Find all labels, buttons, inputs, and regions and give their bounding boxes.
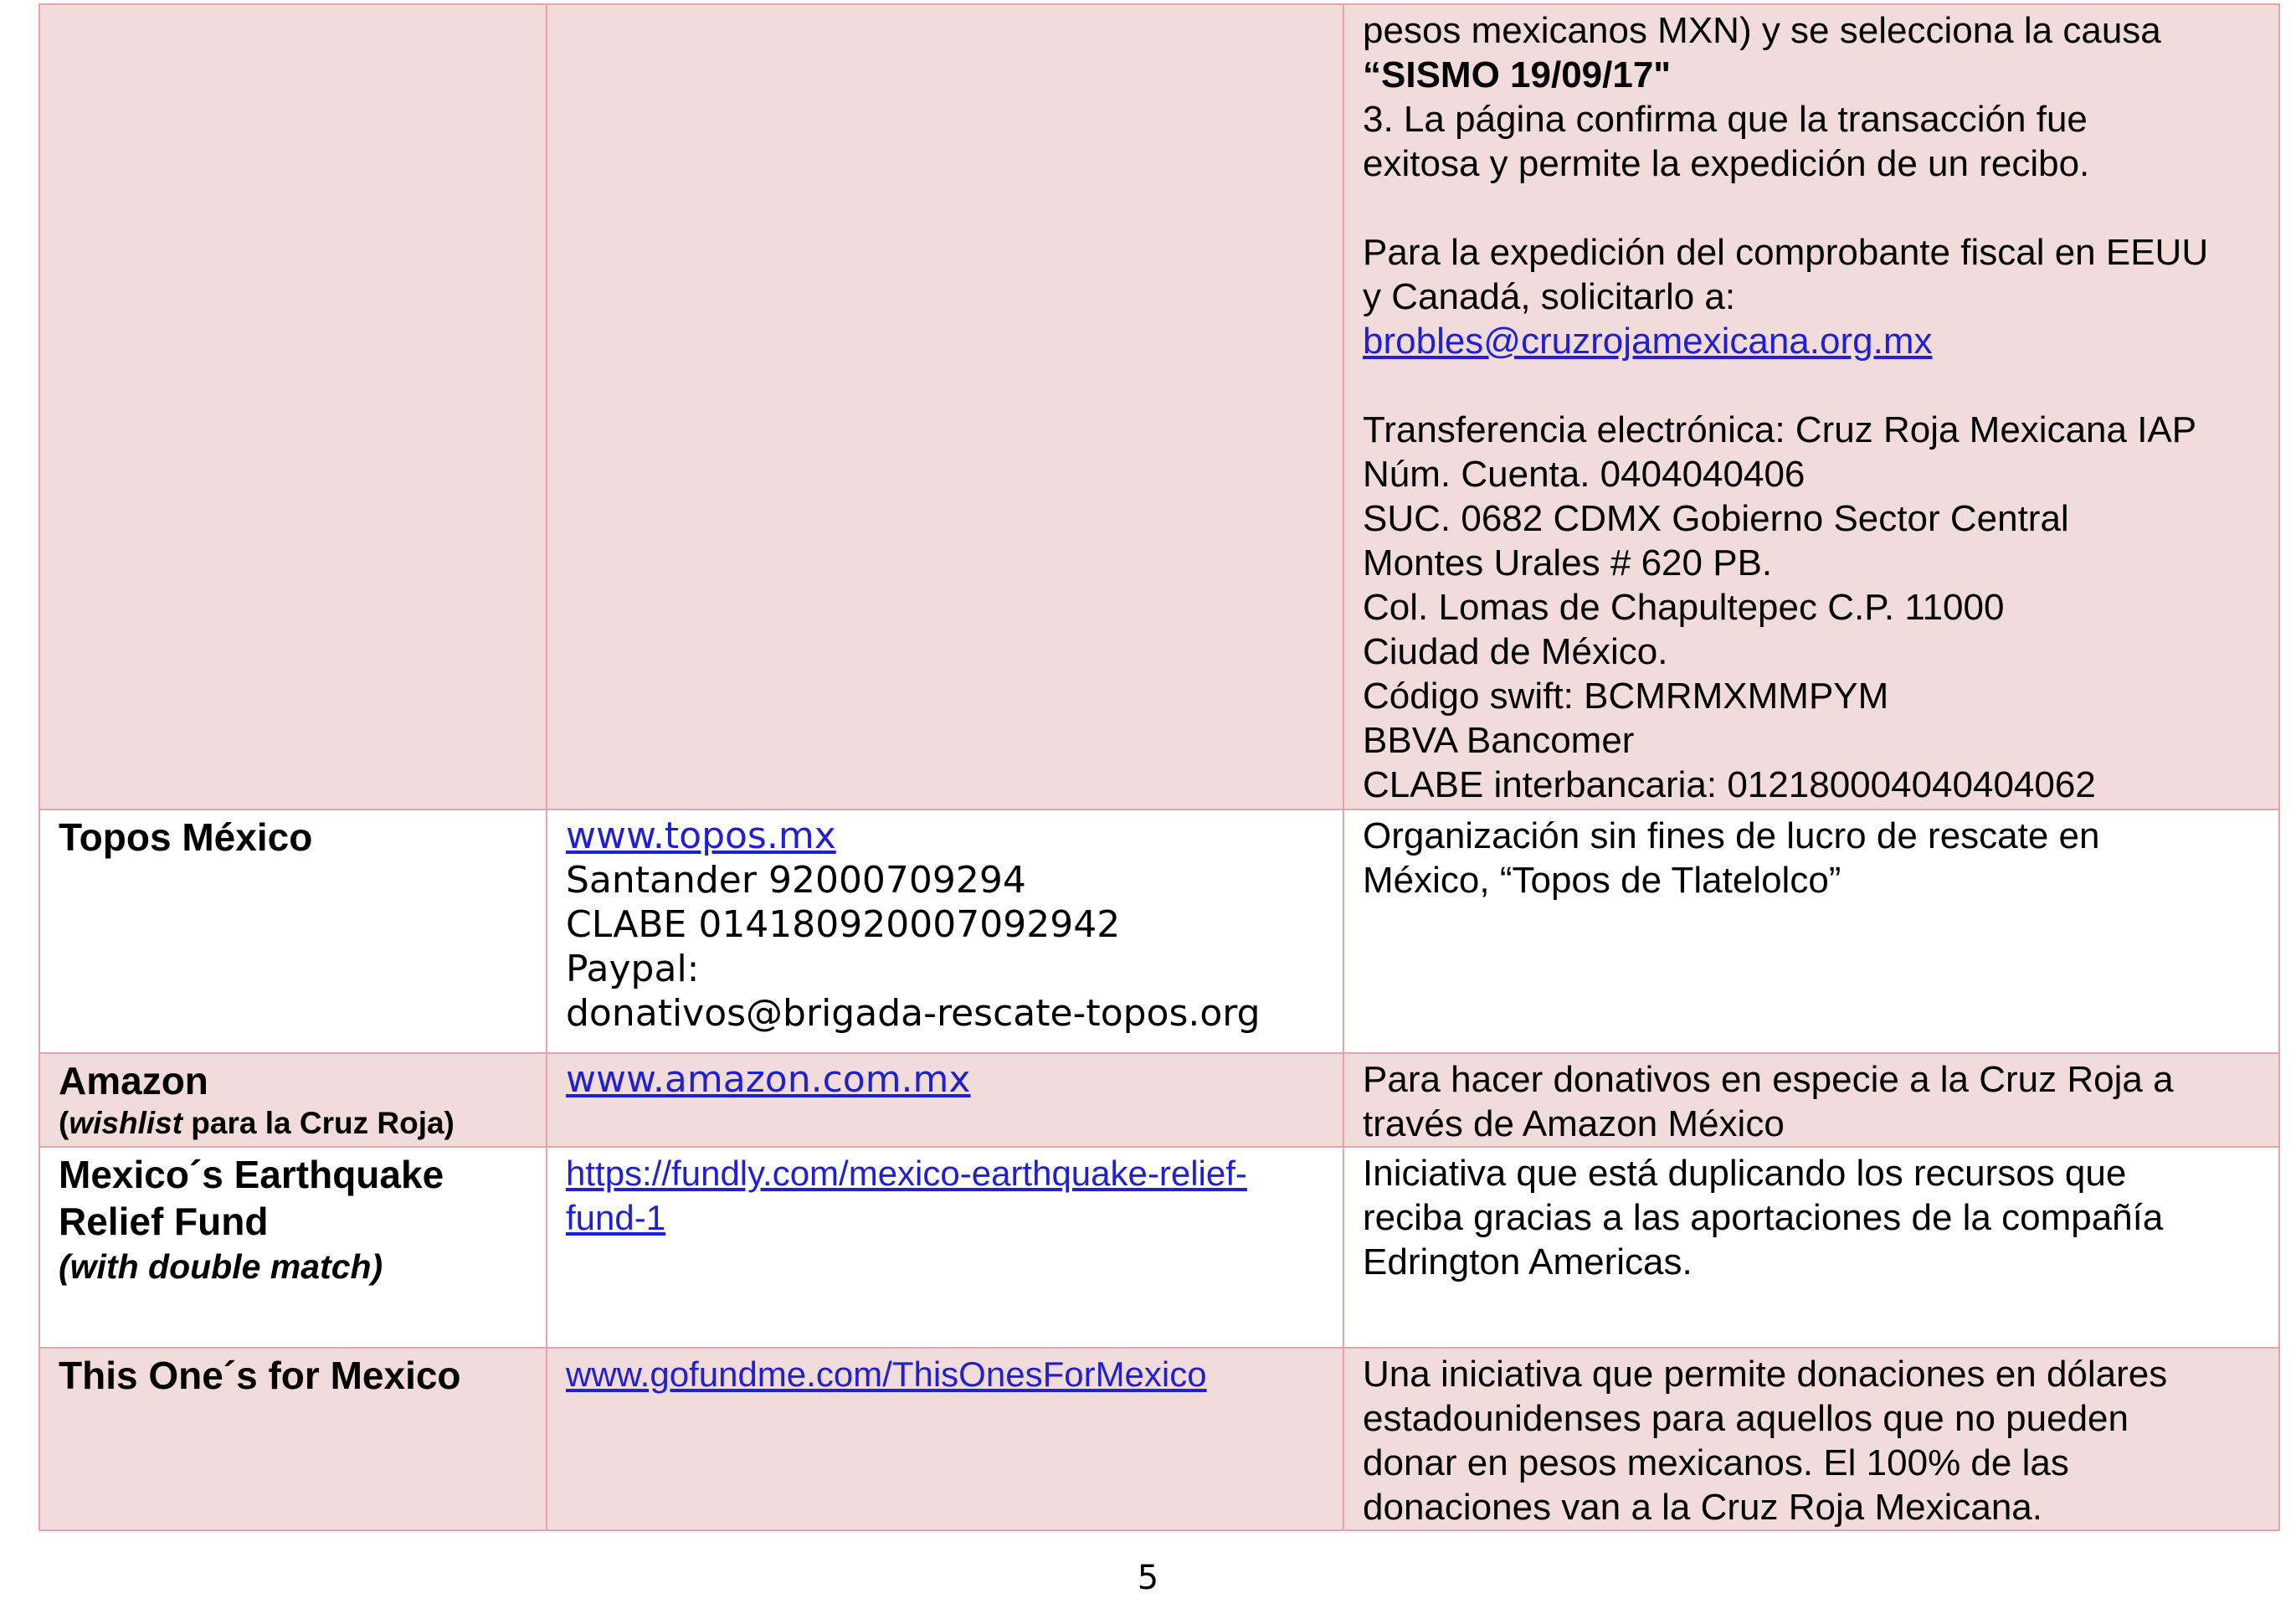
- description-line: Una iniciativa que permite donaciones en dólares: [1363, 1354, 2168, 1395]
- description-line: Núm. Cuenta. 0404040406: [1363, 454, 1805, 495]
- cause-label: “SISMO 19/09/17": [1363, 54, 1672, 95]
- org-contact-cell: [547, 4, 1343, 810]
- description-line: Iniciativa que está duplicando los recursos que: [1363, 1153, 2127, 1194]
- description-line: exitosa y permite la expedición de un recibo.: [1363, 143, 2090, 184]
- org-name-cell: [39, 1147, 547, 1348]
- description-line: Para la expedición del comprobante fiscal en EEUU: [1363, 232, 2209, 273]
- description-line: y Canadá, solicitarlo a:: [1363, 276, 1736, 317]
- org-description-cell: [1343, 810, 2279, 1053]
- org-name: Amazon: [59, 1059, 208, 1102]
- description-line: donaciones van a la Cruz Roja Mexicana.: [1363, 1487, 2043, 1528]
- website-link[interactable]: https://fundly.com/mexico-earthquake-relief- fund-1: [566, 1154, 1247, 1237]
- org-name: Mexico´s Earthquake: [59, 1153, 444, 1196]
- website-link[interactable]: www.gofundme.com/ThisOnesForMexico: [566, 1354, 1207, 1394]
- table-row: [39, 1348, 2279, 1530]
- description-line: Col. Lomas de Chapultepec C.P. 11000: [1363, 587, 2005, 628]
- description-line: Código swift: BCMRMXMMPYM: [1363, 676, 1889, 717]
- website-link[interactable]: www.amazon.com.mx: [566, 1058, 971, 1101]
- org-contact-cell: [547, 1053, 1343, 1147]
- description-line: donar en pesos mexicanos. El 100% de las: [1363, 1442, 2069, 1483]
- donations-table: [39, 3, 2280, 1531]
- org-name: This One´s for Mexico: [59, 1354, 461, 1397]
- description-line: Transferencia electrónica: Cruz Roja Mexicana IAP: [1363, 409, 2197, 450]
- contact-line: Paypal:: [566, 948, 700, 990]
- table-row: [39, 1147, 2279, 1348]
- org-subtitle: (with double match): [59, 1247, 383, 1286]
- org-contact-cell: [547, 1147, 1343, 1348]
- org-description-cell: [1343, 1053, 2279, 1147]
- description-line: SUC. 0682 CDMX Gobierno Sector Central: [1363, 498, 2069, 539]
- org-name: Topos México: [59, 815, 313, 859]
- org-name-cell: [39, 1348, 547, 1530]
- contact-line: CLABE 014180920007092942: [566, 903, 1121, 946]
- table-row: [39, 1053, 2279, 1147]
- org-description-cell: [1343, 1147, 2279, 1348]
- description-line: Ciudad de México.: [1363, 631, 1668, 672]
- description-line: México, “Topos de Tlatelolco”: [1363, 860, 1841, 901]
- description-line: Montes Urales # 620 PB.: [1363, 542, 1773, 583]
- description-line: través de Amazon México: [1363, 1103, 1785, 1144]
- contact-line: Santander 92000709294: [566, 859, 1026, 902]
- table-row: [39, 810, 2279, 1053]
- description-line: BBVA Bancomer: [1363, 720, 1635, 761]
- website-link[interactable]: www.topos.mx: [566, 815, 836, 857]
- description-line: estadounidenses para aquellos que no pueden: [1363, 1398, 2129, 1439]
- description-line: Organización sin fines de lucro de rescate en: [1363, 815, 2100, 856]
- org-description-cell: [1343, 4, 2279, 810]
- description-line: CLABE interbancaria: 012180004040404062: [1363, 764, 2096, 805]
- email-link[interactable]: brobles@cruzrojamexicana.org.mx: [1363, 321, 1933, 362]
- org-name-cell: [39, 1053, 547, 1147]
- org-name: Relief Fund: [59, 1200, 269, 1243]
- contact-line: donativos@brigada-rescate-topos.org: [566, 992, 1261, 1035]
- page-number: 5: [1137, 1559, 1159, 1597]
- description-line: pesos mexicanos MXN) y se selecciona la causa: [1363, 10, 2161, 51]
- org-name-cell: [39, 4, 547, 810]
- org-subtitle: (wishlist para la Cruz Roja): [59, 1106, 455, 1140]
- table-row: [39, 4, 2279, 810]
- description-line: 3. La página confirma que la transacción fue: [1363, 99, 2088, 140]
- org-name-cell: [39, 810, 547, 1053]
- org-contact-cell: [547, 1348, 1343, 1530]
- description-line: reciba gracias a las aportaciones de la compañía: [1363, 1197, 2164, 1238]
- description-line: Para hacer donativos en especie a la Cruz Roja a: [1363, 1059, 2174, 1100]
- description-line: Edrington Americas.: [1363, 1241, 1692, 1282]
- org-contact-cell: [547, 810, 1343, 1053]
- org-description-cell: [1343, 1348, 2279, 1530]
